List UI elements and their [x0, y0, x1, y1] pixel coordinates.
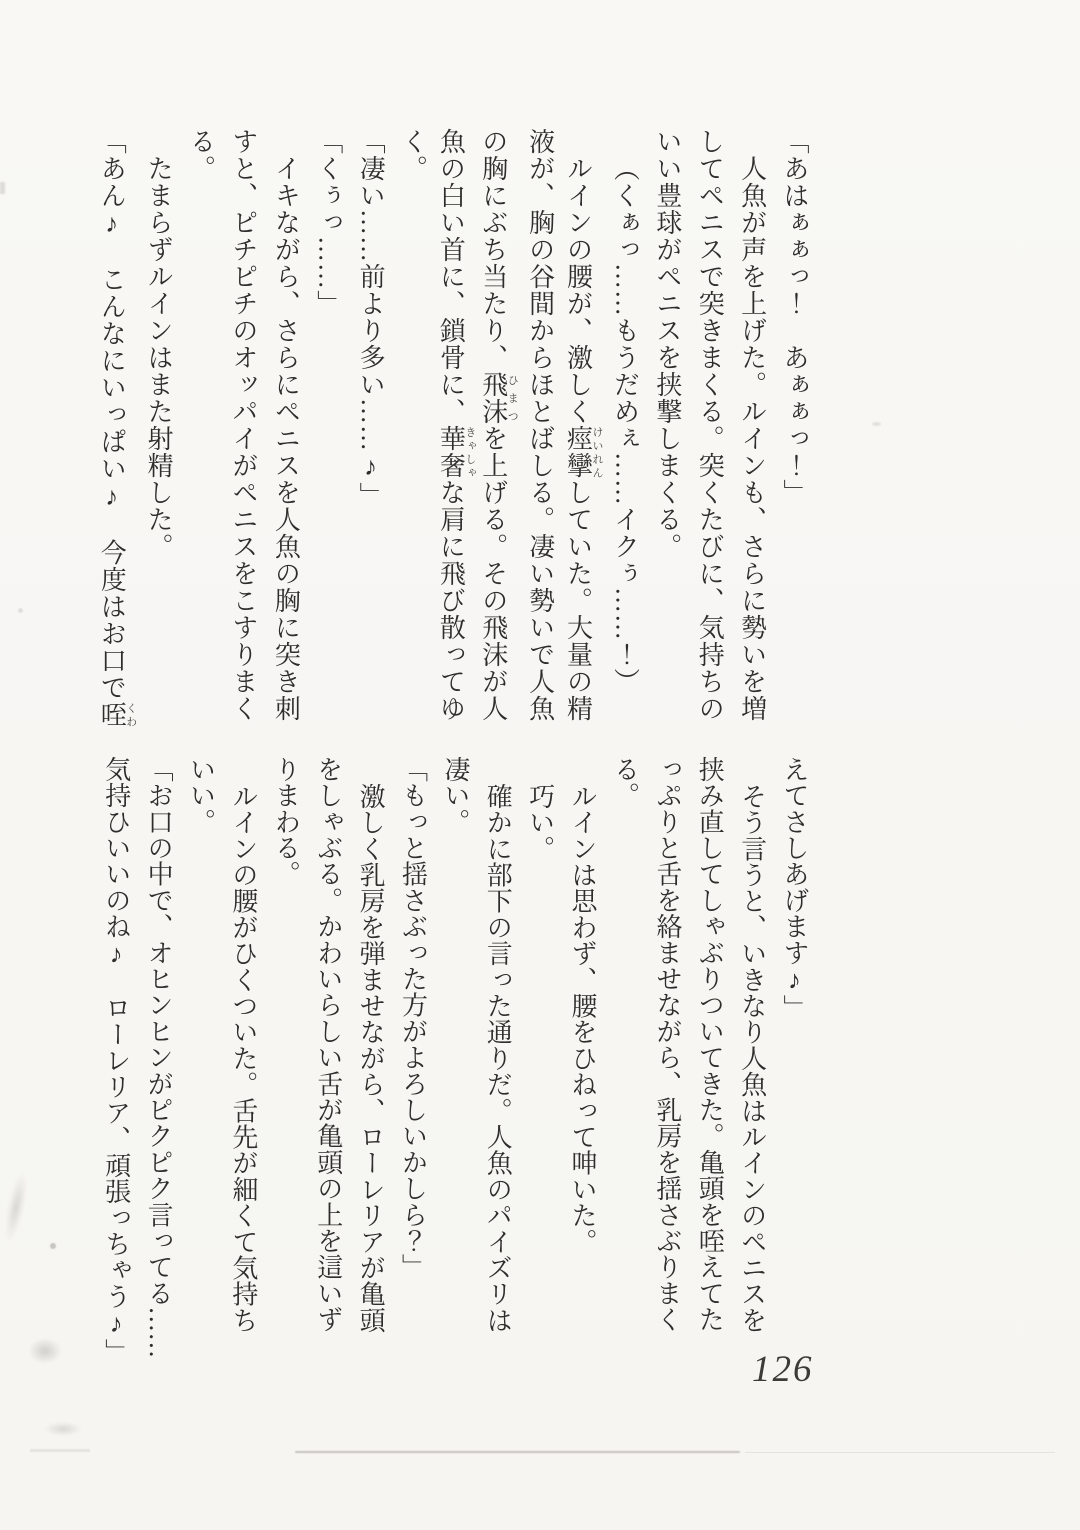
text-column: 「もっと揺さぶった方がよろしいかしら？」 — [398, 756, 428, 1280]
text-column: 人魚が声を上げた。ルインも、さらに勢いを増 — [737, 155, 767, 722]
scan-artifact-smudge — [28, 1338, 62, 1364]
text-column: すと、ピチピチのオッパイがペニスをこすりまく — [228, 128, 258, 722]
text-column: 巧い。 — [525, 783, 555, 862]
scan-artifact-line-left — [30, 1449, 90, 1452]
text-column: 気持ひいいのね♪ ローレリア、頑張っちゃう♪」 — [101, 756, 131, 1365]
text-column: たまらずルインはまた射精した。 — [144, 155, 174, 560]
scan-artifact-speck — [18, 608, 23, 613]
text-column: 挟み直してしゃぶりついてきた。亀頭を咥えてた — [695, 756, 725, 1333]
page-number: 126 — [752, 1349, 814, 1390]
text-column: 魚の白い首に、鎖骨に、華奢きゃしゃな肩に飛び散ってゆ — [436, 128, 476, 722]
text-column: イキながら、さらにペニスを人魚の胸に突き刺 — [271, 155, 301, 722]
text-column: してペニスで突きまくる。突くたびに、気持ちの — [695, 128, 725, 722]
text-column: 激しく乳房を弾ませながら、ローレリアが亀頭 — [356, 783, 386, 1334]
text-column: 「お口の中で、オヒンヒンがピクピク言ってる…… — [144, 756, 174, 1359]
text-column: 「あん♪ こんなにいっぱい♪ 今度はお口で咥くわ — [97, 128, 137, 728]
text-column: く。 — [398, 128, 428, 182]
text-column: ルインの腰が、激しく痙攣けいれんしていた。大量の精 — [563, 155, 604, 722]
text-column: 「くぅっ……」 — [313, 128, 343, 317]
ruby-annotated-word: 痙攣けいれん — [563, 425, 604, 479]
text-column: 凄い。 — [440, 756, 470, 835]
ruby-annotated-word: 華奢きゃしゃ — [436, 425, 476, 479]
text-column: （くぁっ……もうだめぇ……イクぅ……！） — [610, 155, 640, 695]
text-block-bottom — [94, 756, 815, 1365]
text-column: えてさしあげます♪」 — [780, 756, 809, 1021]
scan-artifact-speck — [50, 1243, 56, 1249]
text-block-top — [94, 128, 815, 726]
ruby-annotated-word: 咥くわ — [97, 701, 137, 728]
text-column: る。 — [186, 128, 216, 182]
text-column: ルインの腰がひくついた。舌先が細くて気持ち — [228, 783, 258, 1334]
text-column: いい。 — [186, 756, 216, 835]
text-column: いい豊球がペニスを挟撃しまくる。 — [652, 128, 682, 560]
text-column: 「凄い……前より多い……♪」 — [356, 128, 386, 509]
text-column: をしゃぶる。かわいらしい舌が亀頭の上を這いず — [313, 756, 343, 1333]
text-column: ルインは思わず、腰をひねって呻いた。 — [568, 783, 598, 1255]
scan-artifact-speck — [0, 182, 5, 194]
text-column: の胸にぶち当たり、飛沫ひまつを上げる。その飛沫が人 — [478, 128, 519, 722]
text-column: りまわる。 — [271, 756, 301, 887]
scan-artifact-speck — [872, 422, 881, 426]
text-column: 液が、胸の谷間からほとばしる。凄い勢いで人魚 — [525, 128, 555, 722]
scan-artifact-line-faint — [745, 1452, 1055, 1453]
text-column: る。 — [610, 756, 640, 809]
text-column: そう言うと、いきなり人魚はルインのペニスを — [737, 783, 767, 1334]
text-column: 「あはぁぁっ！ あぁぁっ！」 — [780, 128, 809, 506]
text-column: っぷりと舌を絡ませながら、乳房を揺さぶりまく — [652, 756, 682, 1333]
ruby-annotated-word: 飛沫ひまつ — [478, 371, 519, 425]
scan-artifact-line — [295, 1451, 740, 1453]
scan-artifact-smudge — [1, 1171, 31, 1243]
text-column: 確かに部下の言った通りだ。人魚のパイズリは — [483, 783, 513, 1334]
scan-artifact-smudge — [44, 1422, 82, 1436]
